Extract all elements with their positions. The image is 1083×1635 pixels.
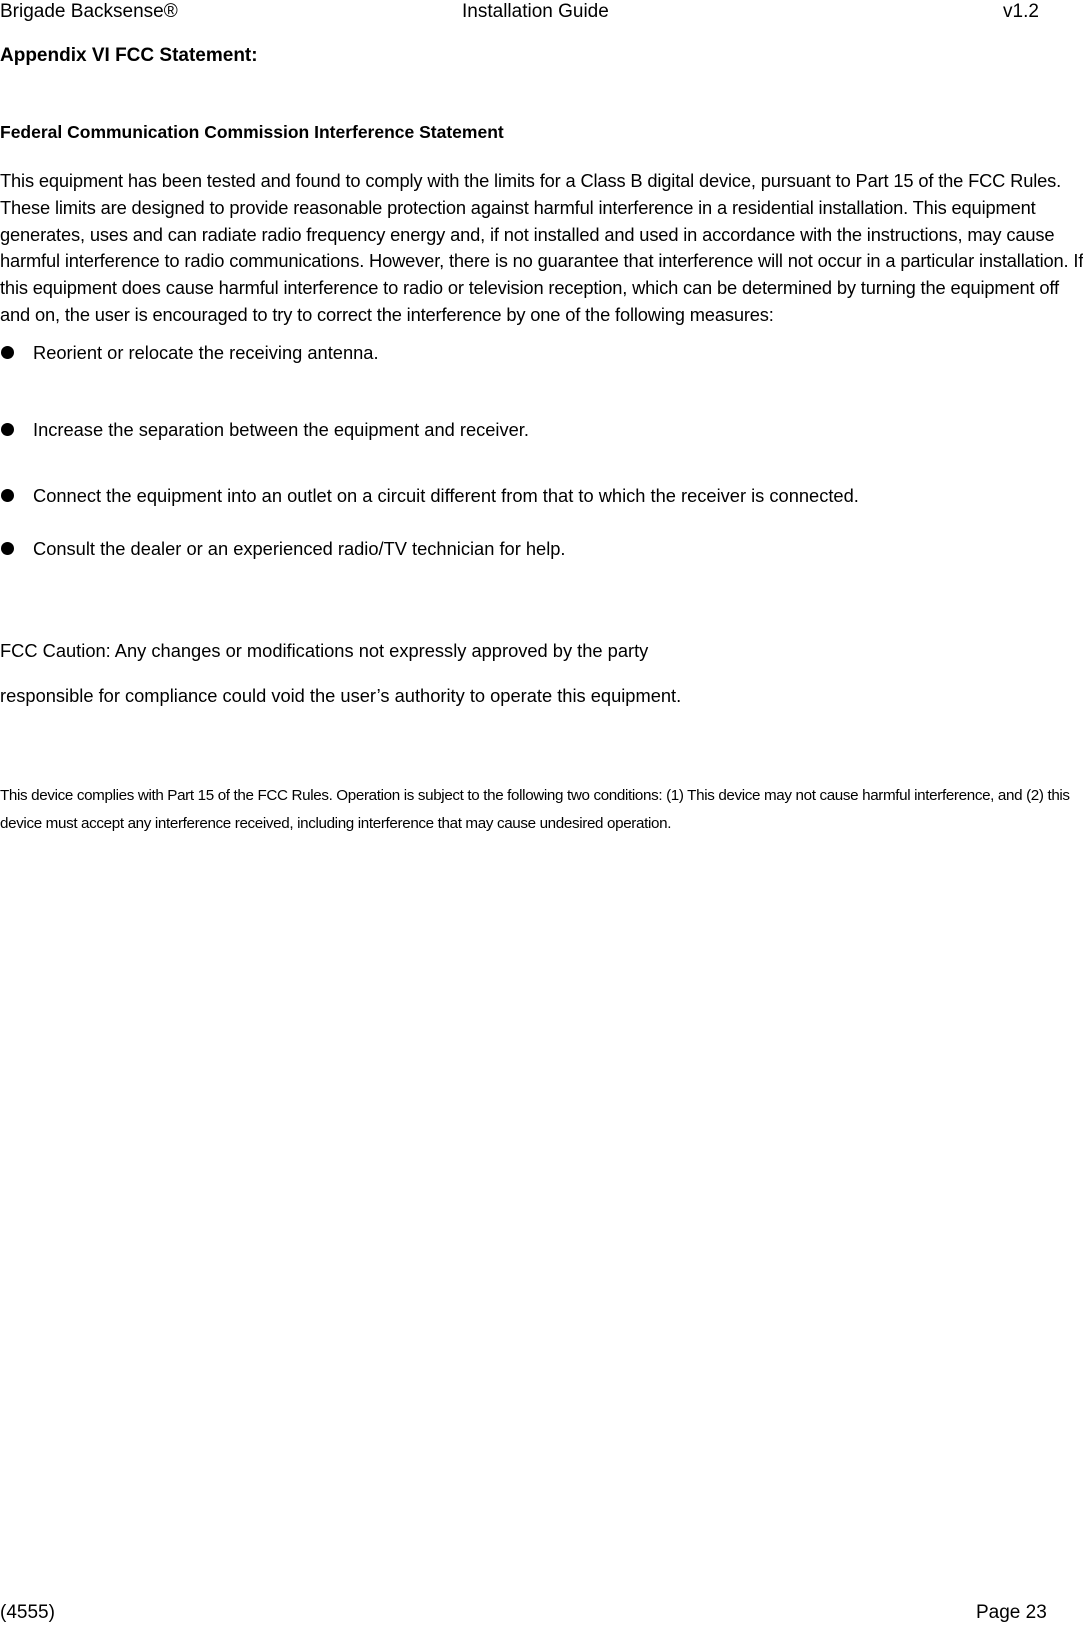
bullet-dot-icon <box>1 423 14 436</box>
measure-text: Reorient or relocate the receiving antenna. <box>33 342 379 363</box>
footer-doc-number: (4555) <box>0 1602 55 1623</box>
measure-text: Consult the dealer or an experienced radio/TV technician for help. <box>33 538 566 559</box>
bullet-dot-icon <box>1 489 14 502</box>
section-title: Federal Communication Commission Interference Statement <box>0 122 504 142</box>
header-product-name: Brigade Backsense® <box>0 1 178 22</box>
measure-text: Increase the separation between the equipment and receiver. <box>33 419 529 440</box>
compliance-statement: This device complies with Part 15 of the FCC Rules. Operation is subject to the following two conditions: (1) This device may not cause harmful interference, and (2) this device must accept any interference received, including interference that may cause undesired operation. <box>0 787 1070 832</box>
header-version: v1.2 <box>1003 1 1039 22</box>
bullet-dot-icon <box>1 542 14 555</box>
appendix-title: Appendix VI FCC Statement: <box>0 45 258 66</box>
page-footer <box>0 1601 1083 1629</box>
footer-page-number: Page 23 <box>976 1602 1047 1623</box>
header-document-title: Installation Guide <box>462 1 609 22</box>
intro-paragraph: This equipment has been tested and found to comply with the limits for a Class B digital device, pursuant to Part 15 of the FCC Rules. These limits are designed to provide reasonable protection against harmful interference in a residential installation. This equipment generates, uses and can radiate radio frequency energy and, if not installed and used in accordance with the instructions, may cause harmful interference to radio communications. However, there is no guarantee that interference will not occur in a particular installation. If this equipment does cause harmful interference to radio or television reception, which can be determined by turning the equipment off and on, the user is encouraged to try to correct the interference by one of the following measures: <box>0 170 1083 325</box>
fcc-caution-line-2: responsible for compliance could void the user’s authority to operate this equipment. <box>0 685 682 706</box>
measure-text: Connect the equipment into an outlet on a circuit different from that to which the receiver is connected. <box>33 485 859 506</box>
bullet-dot-icon <box>1 346 14 359</box>
page-header <box>0 0 1083 28</box>
fcc-caution-line-1: FCC Caution: Any changes or modifications not expressly approved by the party <box>0 640 649 661</box>
